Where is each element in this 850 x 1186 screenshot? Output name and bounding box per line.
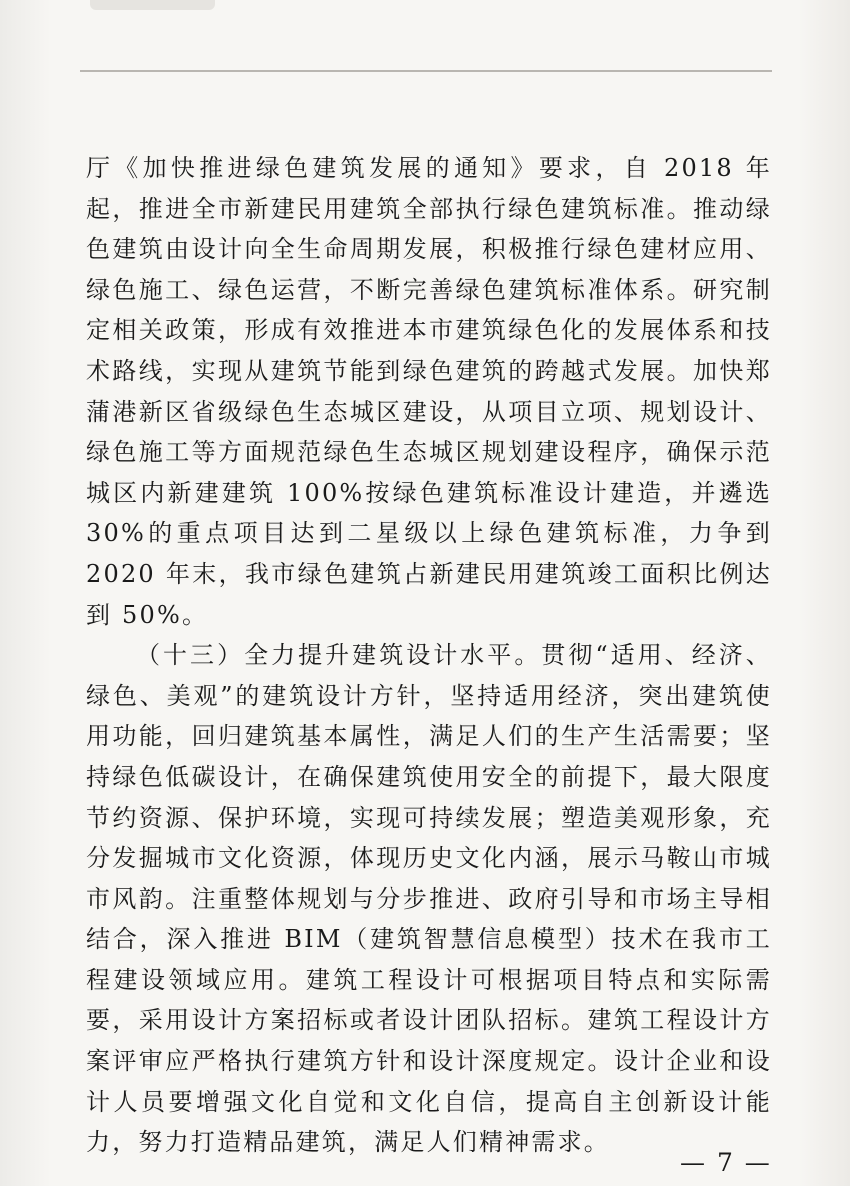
paragraph-design-level: （十三）全力提升建筑设计水平。贯彻“适用、经济、绿色、美观”的建筑设计方针，坚持适用经济，突出建筑使用功能，回归建筑基本属性，满足人们的生产生活需要；坚持绿色低碳设计，在确保建筑使用安全的前提下，最大限度节约资源、保护环境，实现可持续发展；塑造美观形象，充分发掘城市文化资源，体现历史文化内涵，展示马鞍山市城市风韵。注重整体规划与分步推进、政府引导和市场主导相结合，深入推进 BIM（建筑智慧信息模型）技术在我市工程建设领域应用。建筑工程设计可根据项目特点和实际需要，采用设计方案招标或者设计团队招标。建筑工程设计方案评审应严格执行建筑方针和设计深度规定。设计企业和设计人员要增强文化自觉和文化自信，提高自主创新设计能力，努力打造精品建筑，满足人们精神需求。 — [86, 641, 772, 1157]
header-rule — [80, 70, 772, 72]
document-body — [86, 148, 772, 1163]
page-number: — 7 — — [680, 1148, 772, 1177]
paragraph-green-building: 厅《加快推进绿色建筑发展的通知》要求，自 2018 年起，推进全市新建民用建筑全部执行绿色建筑标准。推动绿色建筑由设计向全生命周期发展，积极推行绿色建材应用、绿色施工、绿色运营，不断完善绿色建筑标准体系。研究制定相关政策，形成有效推进本市建筑绿色化的发展体系和技术路线，实现从建筑节能到绿色建筑的跨越式发展。加快郑蒲港新区省级绿色生态城区建设，从项目立项、规划设计、绿色施工等方面规范绿色生态城区规划建设程序，确保示范城区内新建建筑 100%按绿色建筑标准设计建造，并遴选 30%的重点项目达到二星级以上绿色建筑标准，力争到 2020 年末，我市绿色建筑占新建民用建筑竣工面积比例达到 50%。 — [86, 154, 772, 629]
scan-smudge — [90, 0, 215, 10]
